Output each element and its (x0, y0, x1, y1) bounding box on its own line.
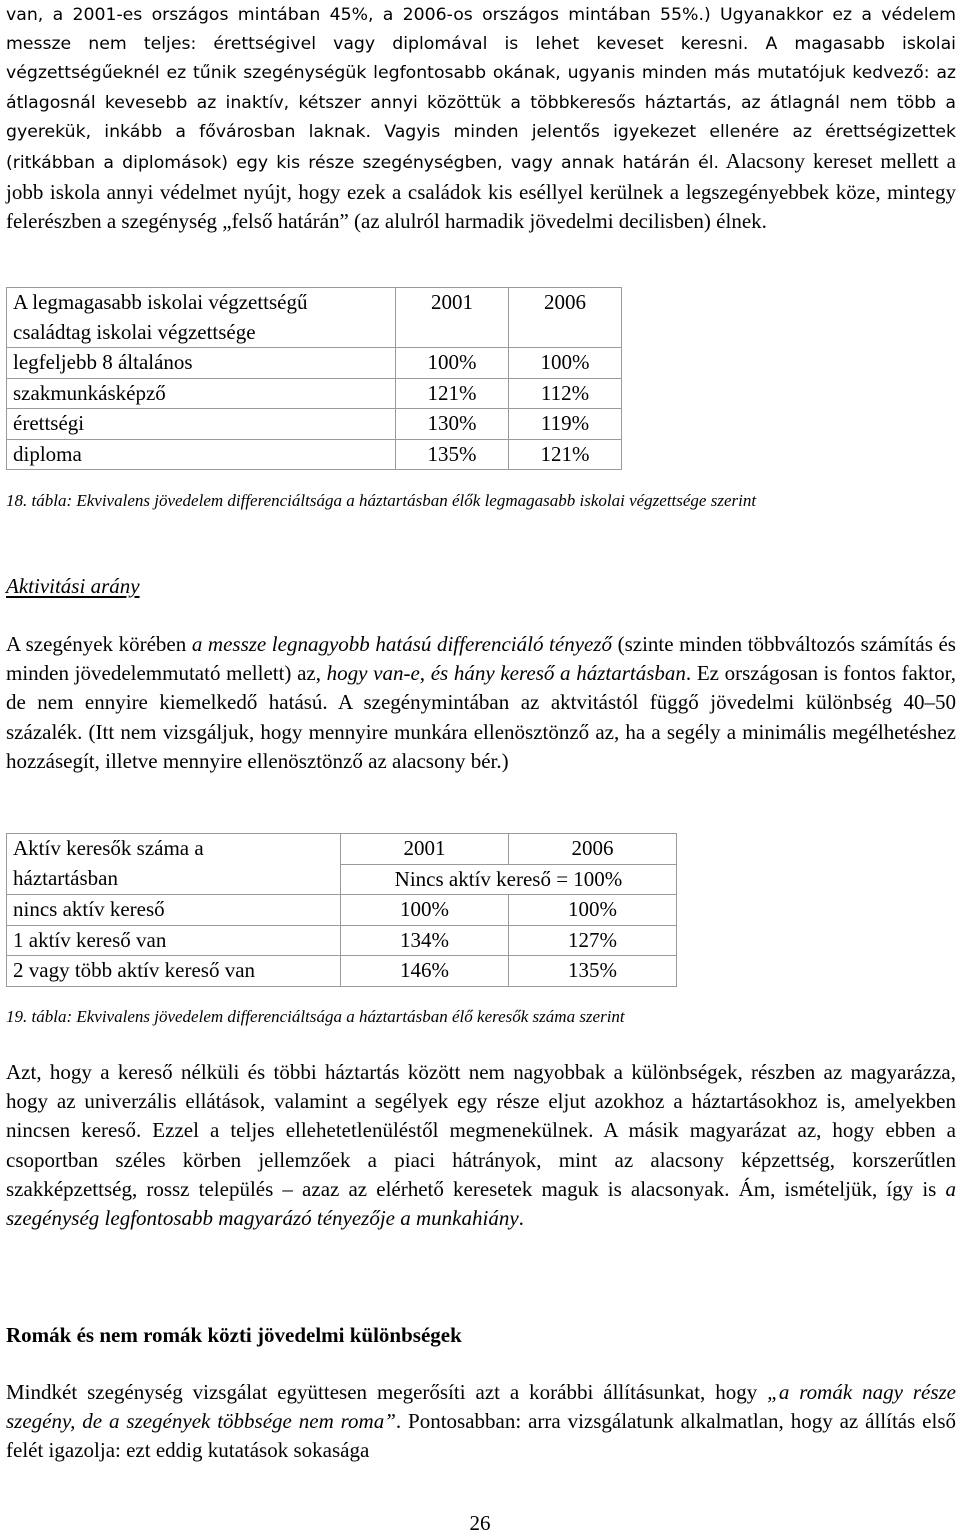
table19-cell-2001: 134% (341, 925, 509, 956)
table19-cell-2006: 127% (509, 925, 677, 956)
table18-cell-2006: 100% (509, 348, 622, 379)
table19-header-line2: háztartásban (13, 865, 118, 890)
emphasis-text: „a romák nagy része szegény, de a szegények többsége nem roma” (6, 1380, 956, 1434)
paragraph-serif-part: Alacsony kereset mellett a jobb iskola annyi védelmet nyújt, hogy ezek a családok kis eséllyel kerülnek a legszegényebbek köze, mintegy felerészben a szegénység „felső határán” (az alulról harmadik jövedelmi decilisben) élnek. (6, 149, 956, 234)
table-row (7, 925, 677, 956)
table-row (7, 378, 622, 409)
table-18-education (6, 287, 622, 470)
table18-row-label: legfeljebb 8 általános (7, 348, 396, 379)
page-number: 26 (469, 1511, 491, 1535)
section-heading-roma: Romák és nem romák közti jövedelmi különbségek (6, 1323, 462, 1347)
table18-header-label: A legmagasabb iskolai végzettségű családtag iskolai végzettsége (7, 288, 396, 348)
table18-cell-2001: 135% (396, 439, 509, 470)
text-run: . Pontosabban: arra vizsgálatunk alkalmatlan, hogy az állítás első felét igazolja: ezt eddig kutatások sokasága (6, 1409, 956, 1463)
table19-header-2001: 2001 (341, 834, 509, 865)
text-run: A szegények körében (6, 632, 192, 656)
table18-row-label: diploma (7, 439, 396, 470)
paragraph-explanation (6, 1058, 956, 1233)
table19-cell-2001: 100% (341, 895, 509, 926)
table-row (7, 895, 677, 926)
emphasis-text: hogy van-e, és hány kereső a háztartásban (326, 661, 686, 686)
table19-cell-2001: 146% (341, 956, 509, 987)
text-run: Azt, hogy a kereső nélküli és többi háztartás között nem nagyobbak a különbségek, részben az magyarázza, hogy az univerzális ellátások, valamint a segélyek egy része eljut azokhoz a háztartásokhoz is, amelyekben nincsen kereső. Ezzel a teljes ellehetetlenüléstől megmenekülnek. A másik magyarázat az, hogy ebben a csoportban széles körben jellemzőek a piaci hátrányok, mint az alacsony képzettség, korszerűtlen szakképzettség, rossz település – azaz az elérhető keresetek maguk is alacsonyak. Ám, ismételjük, így is (6, 1060, 956, 1201)
table18-cell-2006: 119% (509, 409, 622, 440)
table19-cell-2006: 135% (509, 956, 677, 987)
table-row (7, 348, 622, 379)
table19-row-label: 1 aktív kereső van (7, 925, 341, 956)
text-run: Mindkét szegénység vizsgálat együttesen megerősíti azt a korábbi állításunkat, hogy (6, 1380, 768, 1404)
table19-header-line1: Aktív keresők száma a (13, 836, 204, 860)
table18-cell-2006: 112% (509, 378, 622, 409)
table19-row-label: 2 vagy több aktív kereső van (7, 956, 341, 987)
emphasis-text: a messze legnagyobb hatású differenciáló tényező (191, 632, 613, 656)
paragraph-activity (6, 630, 956, 776)
emphasis-text: a szegénység legfontosabb magyarázó tényezője a munkahiány (6, 1176, 956, 1231)
table18-cell-2001: 130% (396, 409, 509, 440)
table-row (7, 439, 622, 470)
table-row (7, 409, 622, 440)
table18-cell-2006: 121% (509, 439, 622, 470)
table18-header-2006: 2006 (509, 288, 622, 348)
text-run: . Ez országosan is fontos faktor, de nem ennyire kiemelkedő hatású. A szegénymintában az aktvitástól függő jövedelmi különbség 40–50 százalék. (Itt nem vizsgáljuk, hogy mennyire munkára ellenösztönző az, ha a segély a minimális megélhetéshez hozzásegít, illetve mennyire ellenösztönző az alacsony bér.) (6, 661, 957, 773)
table19-row-label: nincs aktív kereső (7, 895, 341, 926)
section-heading-activity: Aktivitási arány (6, 574, 140, 598)
paragraph-education-protection (6, 1, 956, 237)
table19-header-2006: 2006 (509, 834, 677, 865)
text-run: (szinte minden többváltozós számítás és minden jövedelemmutató mellett) az, (6, 632, 956, 686)
table18-cell-2001: 121% (396, 378, 509, 409)
paragraph-sans-part: van, a 2001-es országos mintában 45%, a 2006-os országos mintában 55%.) Ugyanakkor ez a védelem messze nem teljes: érettségivel vagy diplomával is lehet keveset keresni. A magasabb iskolai végzettségűeknél ez tűnik szegénységük legfontosabb okának, ugyanis minden más mutatójuk kedvező: az átlagosnál kevesebb az inaktív, kétszer annyi közöttük a többkeresős háztartás, az átlagnál nem több a gyerekük, inkább a fővárosban laknak. Vagyis minden jelentős igyekezet ellenére az érettségizettek (ritkábban a diplomások) egy kis része szegénységben, vagy annak határán él. (6, 5, 956, 174)
table-18-caption: 18. tábla: Ekvivalens jövedelem differenciáltsága a háztartásban élők legmagasabb iskolai végzettsége szerint (6, 491, 757, 510)
table18-row-label: szakmunkásképző (7, 378, 396, 409)
paragraph-roma (6, 1378, 956, 1466)
table19-cell-2006: 100% (509, 895, 677, 926)
table19-subheader: Nincs aktív kereső = 100% (341, 864, 677, 895)
table18-cell-2001: 100% (396, 348, 509, 379)
table19-header-label (7, 834, 341, 895)
table18-header-2001: 2001 (396, 288, 509, 348)
text-run: . (518, 1206, 524, 1231)
table-19-caption: 19. tábla: Ekvivalens jövedelem differenciáltsága a háztartásban élő keresők száma szerint (6, 1007, 625, 1026)
table18-row-label: érettségi (7, 409, 396, 440)
table-row (7, 956, 677, 987)
table-19-earners (6, 833, 677, 987)
